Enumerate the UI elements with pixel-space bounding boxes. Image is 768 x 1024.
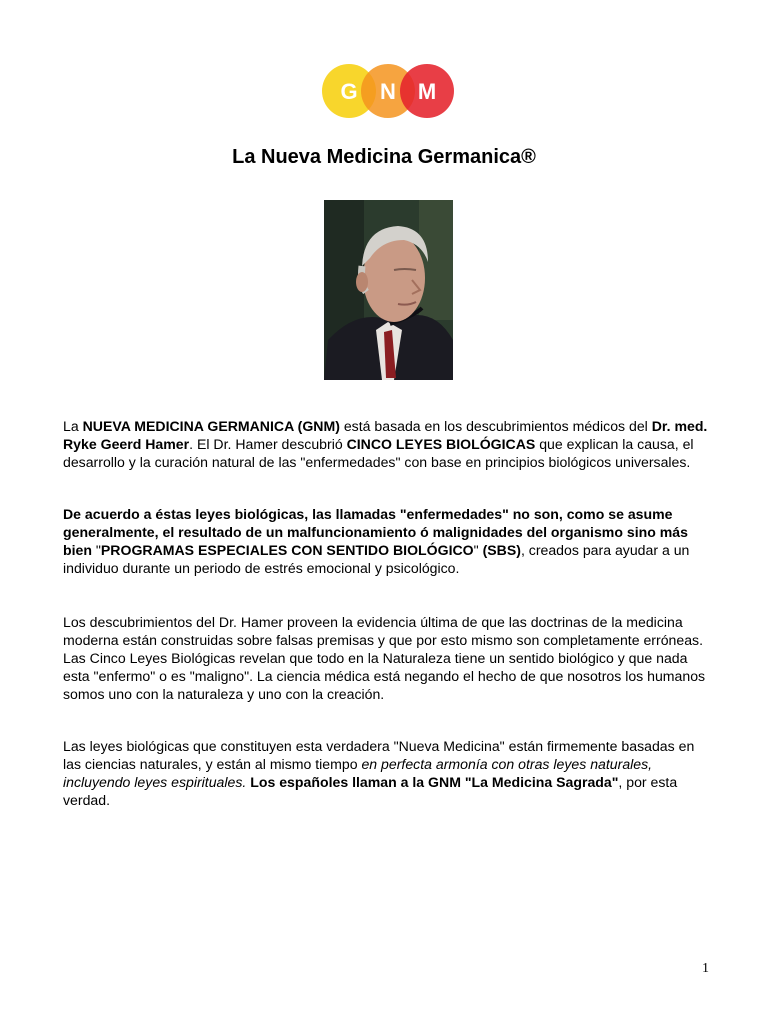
- page-title: La Nueva Medicina Germanica®: [232, 146, 536, 168]
- paragraph-intro: La NUEVA MEDICINA GERMANICA (GNM) está basada en los descubrimientos médicos del Dr. med. Ryke Geerd Hamer. El Dr. Hamer descubrió CINCO LEYES BIOLÓGICAS que explican la causa, el desarrollo y la curación natural de las "enfermedades" con base en principios biológicos universales.: [63, 418, 708, 470]
- logo-letter-g: G: [340, 79, 358, 104]
- logo-letter-m: M: [417, 79, 437, 104]
- gnm-logo: [320, 62, 456, 120]
- logo-letter-n: N: [380, 79, 396, 104]
- paragraph-discoveries: Los descubrimientos del Dr. Hamer proveen la evidencia última de que las doctrinas de la medicina moderna están construidas sobre falsas premisas y que por esto mismo son completamente erróneas. Las Cinco Leyes Biológicas revelan que todo en la Naturaleza tiene un sentido biológico y que nada esta "enfermo" o es "maligno". La ciencia médica está negando el hecho de que nosotros los humanos somos uno con la naturaleza y uno con la creación.: [63, 614, 706, 702]
- portrait-photo: [324, 200, 453, 380]
- paragraph-biological-laws: De acuerdo a éstas leyes biológicas, las llamadas "enfermedades" no son, como se asume generalmente, el resultado de un malfuncionamiento ó malignidades del organismo sino más bien "PROGRAMAS ESPECIALES CON SENTIDO BIOLÓGICO" (SBS), creados para ayudar a un individuo durante un periodo de estrés emocional y psicológico.: [63, 506, 690, 576]
- paragraph-nueva-medicina: Las leyes biológicas que constituyen esta verdadera "Nueva Medicina" están firmemente basadas en las ciencias naturales, y están al mismo tiempo en perfecta armonía con otras leyes naturales, incluyendo leyes espirituales. Los españoles llaman a la GNM "La Medicina Sagrada", por esta verdad.: [63, 738, 695, 808]
- page-number: 1: [702, 961, 709, 976]
